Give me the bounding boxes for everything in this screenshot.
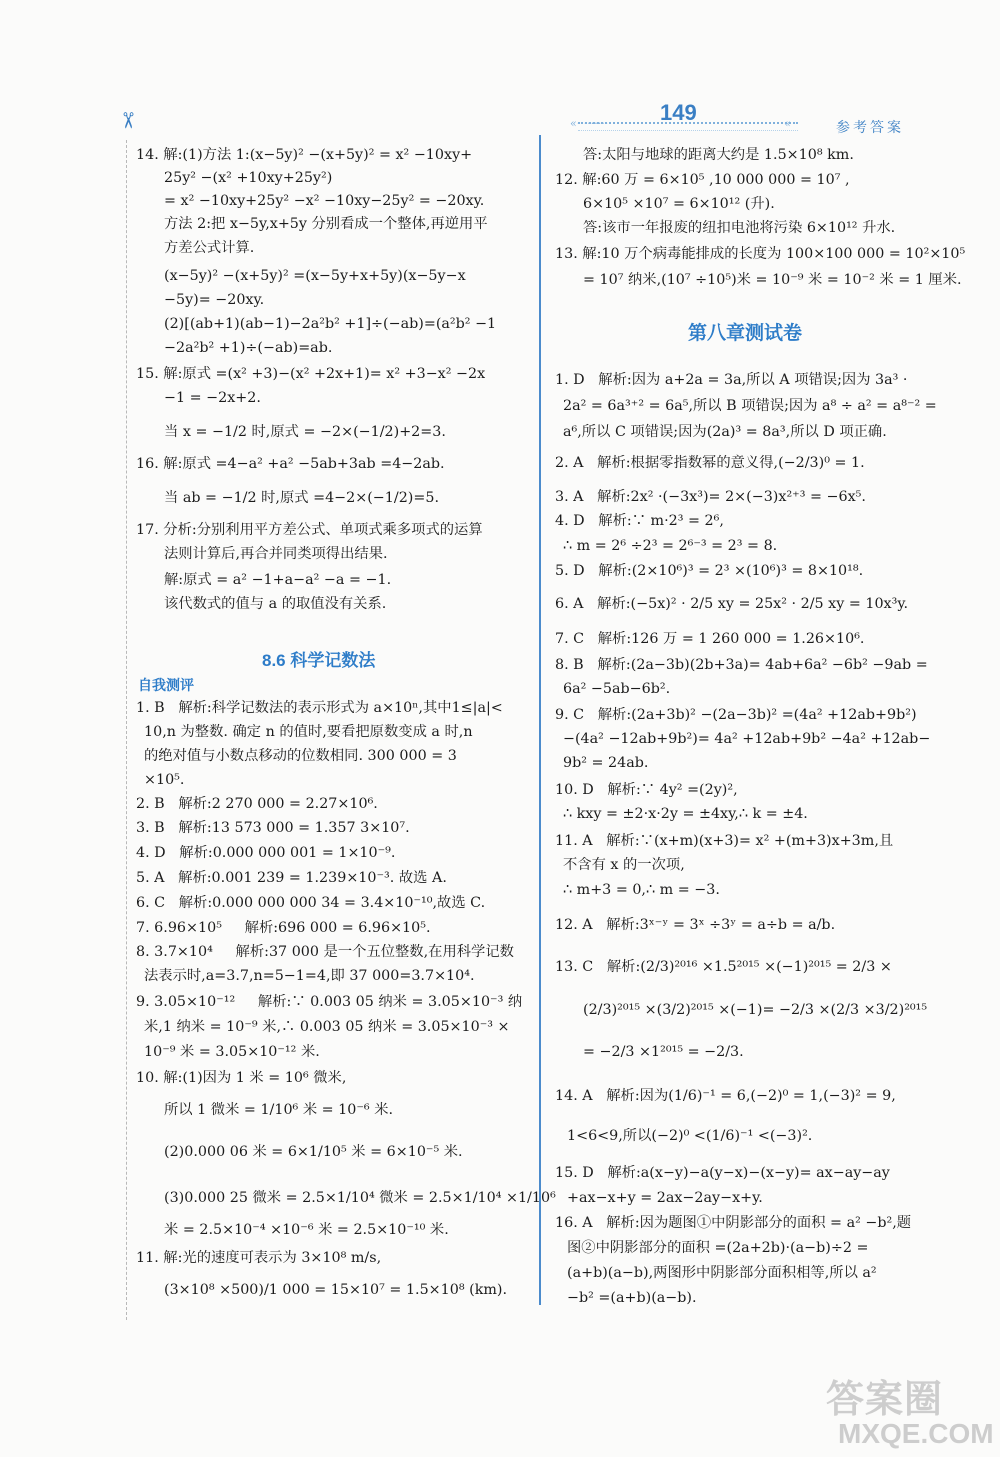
answer-line: (3)0.000 25 微米 = 2.5×1/10⁴ 微米 = 2.5×1/10⁴ ×1/10⁶ [164,1190,556,1206]
header-label: 参考答案 [836,119,904,135]
answer-line: = x² −10xy+25y² −x² −10xy−25y² = −20xy. [164,193,485,209]
answer-line: 解:原式 = a² −1+a−a² −a = −1. [164,572,392,588]
answer-line: 8. 3.7×10⁴ 解析:37 000 是一个五位整数,在用科学记数 [136,944,514,960]
answer-line: 6. A 解析:(−5x)² · 2/5 xy = 25x² · 2/5 xy = 10x³y. [555,596,909,612]
answer-line: 25y² −(x² +10xy+25y²) [164,170,333,186]
answer-line: 该代数式的值与 a 的取值没有关系. [164,596,387,612]
answer-line: 2a² = 6a³⁺² = 6a⁵,所以 B 项错误;因为 a⁸ ÷ a² = a⁸⁻² = [563,398,937,414]
answer-line: ∴ m+3 = 0,∴ m = −3. [563,882,720,898]
answer-line: (x−5y)² −(x+5y)² =(x−5y+x+5y)(x−5y−x [164,268,466,284]
answer-line: 10. 解:(1)因为 1 米 = 10⁶ 微米, [136,1070,347,1086]
answer-line: (2/3)²⁰¹⁵ ×(3/2)²⁰¹⁵ ×(−1)= −2/3 ×(2/3 ×3/2)²⁰¹⁵ [583,1002,928,1018]
answer-line: 4. D 解析:0.000 000 001 = 1×10⁻⁹. [136,845,396,861]
answer-line: 14. A 解析:因为(1/6)⁻¹ = 6,(−2)⁰ = 1,(−3)² = 9, [555,1088,896,1104]
answer-line: 10⁻⁹ 米 = 3.05×10⁻¹² 米. [144,1044,320,1060]
answer-line: (2)0.000 06 米 = 6×1/10⁵ 米 = 6×10⁻⁵ 米. [164,1144,463,1160]
answer-line: 的绝对值与小数点移动的位数相同. 300 000 = 3 [144,748,457,764]
answer-line: 5. D 解析:(2×10⁶)³ = 2³ ×(10⁶)³ = 8×10¹⁸. [555,563,864,579]
answer-line: = −2/3 ×1²⁰¹⁵ = −2/3. [583,1044,744,1060]
answer-line: 6a² −5ab−6b². [563,681,671,697]
answer-line: 答:太阳与地球的距离大约是 1.5×10⁸ km. [583,147,854,163]
answer-line: 4. D 解析:∵ m·2³ = 2⁶, [555,513,724,529]
answer-line: 2. A 解析:根据零指数幂的意义得,(−2/3)⁰ = 1. [555,455,865,471]
sub-title: 自我测评 [138,677,194,693]
answer-line: 法则计算后,再合并同类项得出结果. [164,546,388,562]
answer-line: 15. 解:原式 =(x² +3)−(x² +2x+1)= x² +3−x² −2x [136,366,486,382]
answer-line: 米 = 2.5×10⁻⁴ ×10⁻⁶ 米 = 2.5×10⁻¹⁰ 米. [164,1222,449,1238]
answer-line: 11. A 解析:∵(x+m)(x+3)= x² +(m+3)x+3m,且 [555,833,894,849]
answer-line: 7. C 解析:126 万 = 1 260 000 = 1.26×10⁶. [555,631,865,647]
answer-line: 3. A 解析:2x² ·(−3x³)= 2×(−3)x²⁺³ = −6x⁵. [555,489,866,505]
page-number: 149 [660,100,697,125]
header-arrows-right: « [784,117,791,130]
answer-line: 13. C 解析:(2/3)²⁰¹⁶ ×1.5²⁰¹⁵ ×(−1)²⁰¹⁵ = 2/3 × [555,959,892,975]
answer-line: 9b² = 24ab. [563,755,649,771]
answer-line: (a+b)(a−b),两图形中阴影部分面积相等,所以 a² [567,1265,877,1281]
answer-line: ∴ m = 2⁶ ÷2³ = 2⁶⁻³ = 2³ = 8. [563,538,778,554]
answer-line: −1 = −2x+2. [164,390,261,406]
answer-line: 1. D 解析:因为 a+2a = 3a,所以 A 项错误;因为 3a³ · [555,372,908,388]
scissors-icon: ✂ [114,111,140,130]
answer-line: 图②中阴影部分的面积 =(2a+2b)·(a−b)÷2 = [567,1240,869,1256]
answer-line: −5y)= −20xy. [164,292,265,308]
answer-line: 8. B 解析:(2a−3b)(2b+3a)= 4ab+6a² −6b² −9ab = [555,657,928,673]
answer-line: 10. D 解析:∵ 4y² =(2y)², [555,782,738,798]
section-title: 8.6 科学记数法 [262,651,376,670]
answer-line: 10,n 为整数. 确定 n 的值时,要看把原数变成 a 时,n [144,724,473,740]
answer-line: −(4a² −12ab+9b²)= 4a² +12ab+9b² −4a² +12ab− [563,731,931,747]
answer-line: 方法 2:把 x−5y,x+5y 分别看成一个整体,再逆用平 [164,216,488,232]
answer-line: a⁶,所以 C 项错误;因为(2a)³ = 8a³,所以 D 项正确. [563,424,887,440]
answer-line: −b² =(a+b)(a−b). [567,1290,697,1306]
answer-line: 6×10⁵ ×10⁷ = 6×10¹² (升). [583,196,775,212]
column-divider [539,135,541,1305]
header-arrows-left: «·········· [570,117,612,130]
answer-line: 12. 解:60 万 = 6×10⁵ ,10 000 000 = 10⁷ , [555,172,850,188]
answer-line: 9. C 解析:(2a+3b)² −(2a−3b)² =(4a² +12ab+9b²) [555,707,917,723]
watermark-logo: 答案圈 [826,1379,944,1421]
answer-line: 11. 解:光的速度可表示为 3×10⁸ m/s, [136,1250,382,1266]
answer-line: ∴ kxy = ±2·x·2y = ±4xy,∴ k = ±4. [563,806,808,822]
answer-line: = 10⁷ 纳米,(10⁷ ÷10⁵)米 = 10⁻⁹ 米 = 10⁻² 米 = 1 厘米. [583,272,962,288]
answer-line: 16. A 解析:因为题图①中阴影部分的面积 = a² −b²,题 [555,1215,912,1231]
answer-line: 17. 分析:分别利用平方差公式、单项式乘多项式的运算 [136,522,483,538]
chapter-title: 第八章测试卷 [688,323,803,344]
answer-line: +ax−x+y = 2ax−2ay−x+y. [567,1190,763,1206]
answer-line: 米,1 纳米 = 10⁻⁹ 米,∴ 0.003 05 纳米 = 3.05×10⁻³ × [144,1019,510,1035]
answer-line: 12. A 解析:3ˣ⁻ʸ = 3ˣ ÷3ʸ = a÷b = a/b. [555,917,836,933]
answer-line: 6. C 解析:0.000 000 000 34 = 3.4×10⁻¹⁰,故选 C. [136,895,486,911]
answer-line: 所以 1 微米 = 1/10⁶ 米 = 10⁻⁶ 米. [164,1102,394,1118]
answer-line: 答:该市一年报废的纽扣电池将污染 6×10¹² 升水. [583,220,896,236]
answer-line: (2)[(ab+1)(ab−1)−2a²b² +1]÷(−ab)=(a²b² −1 [164,316,497,332]
answer-line: 1. B 解析:科学记数法的表示形式为 a×10ⁿ,其中1≤|a|< [136,700,503,716]
answer-line: 3. B 解析:13 573 000 = 1.357 3×10⁷. [136,820,410,836]
answer-line: 16. 解:原式 =4−a² +a² −5ab+3ab =4−2ab. [136,456,445,472]
answer-line: 当 ab = −1/2 时,原式 =4−2×(−1/2)=5. [164,490,439,506]
answer-line: 1<6<9,所以(−2)⁰ <(1/6)⁻¹ <(−3)². [567,1128,813,1144]
answer-line: 7. 6.96×10⁵ 解析:696 000 = 6.96×10⁵. [136,920,431,936]
answer-line: (3×10⁸ ×500)/1 000 = 15×10⁷ = 1.5×10⁸ (km). [164,1282,508,1298]
answer-line: 2. B 解析:2 270 000 = 2.27×10⁶. [136,796,378,812]
answer-line: 13. 解:10 万个病毒能排成的长度为 100×100 000 = 10²×10⁵ [555,246,966,262]
answer-line: 5. A 解析:0.001 239 = 1.239×10⁻³. 故选 A. [136,870,447,886]
watermark-url: MXQE.COM [838,1418,994,1449]
answer-line: 当 x = −1/2 时,原式 = −2×(−1/2)+2=3. [164,424,446,440]
answer-line: 不含有 x 的一次项, [563,857,685,873]
answer-line: 14. 解:(1)方法 1:(x−5y)² −(x+5y)² = x² −10xy+ [136,147,473,163]
answer-line: 方差公式计算. [164,240,255,256]
answer-line: 15. D 解析:a(x−y)−a(y−x)−(x−y)= ax−ay−ay [555,1165,890,1181]
answer-line: 9. 3.05×10⁻¹² 解析:∵ 0.003 05 纳米 = 3.05×10⁻³ 纳 [136,994,523,1010]
answer-line: ×10⁵. [144,772,185,788]
answer-line: 法表示时,a=3.7,n=5−1=4,即 37 000=3.7×10⁴. [144,968,475,984]
cut-guide-line [126,140,127,1320]
answer-line: −2a²b² +1)÷(−ab)=ab. [164,340,333,356]
